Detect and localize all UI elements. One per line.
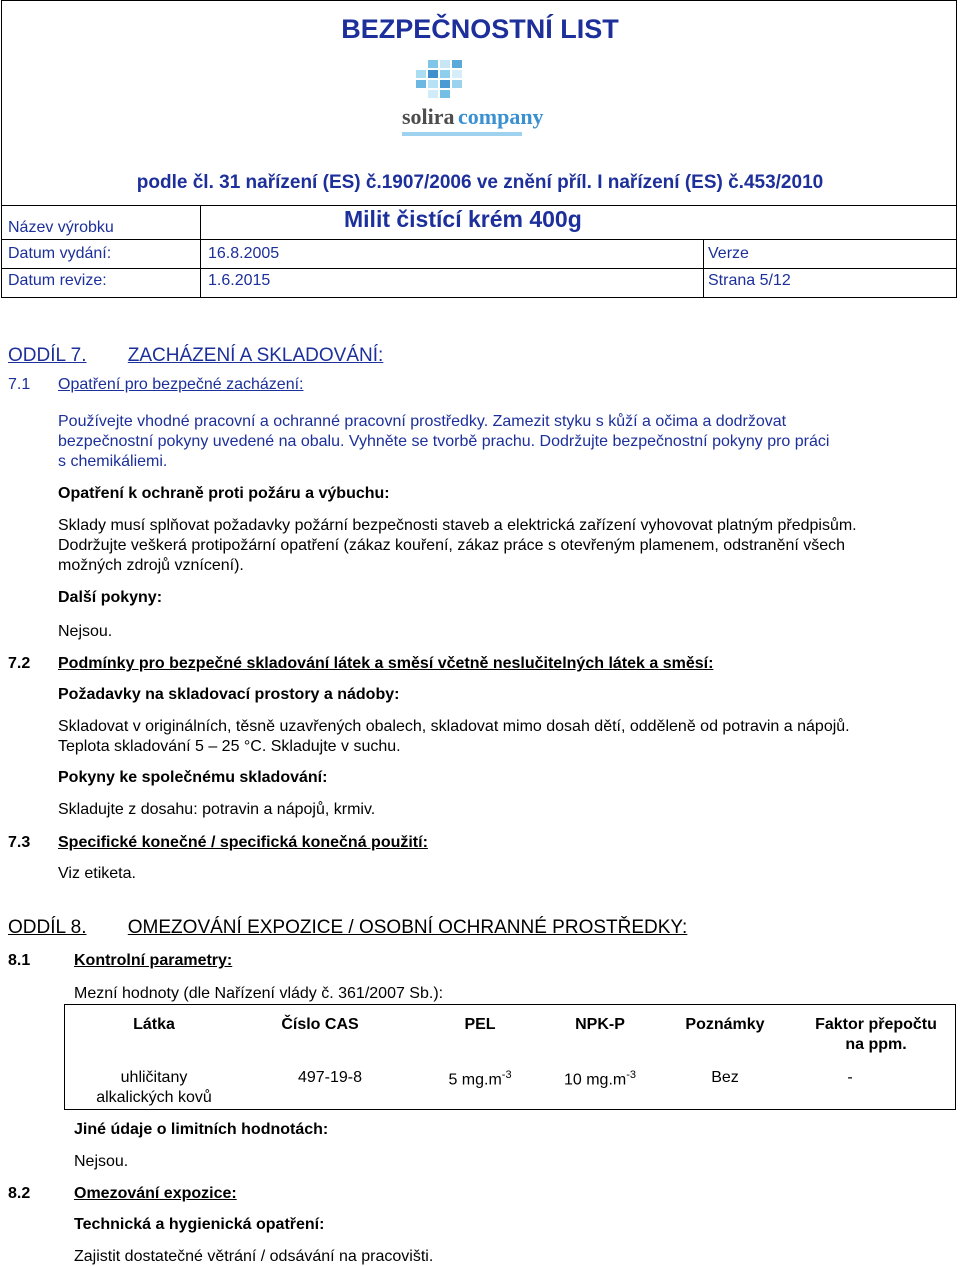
section-7-number: ODDÍL 7. bbox=[8, 345, 87, 366]
subsection-7-1-number: 7.1 bbox=[8, 376, 31, 393]
technical-measures-title: Technická a hygienická opatření: bbox=[74, 1216, 325, 1233]
revision-date-label: Datum revize: bbox=[8, 272, 107, 289]
company-logo bbox=[400, 58, 544, 150]
paragraph-line: Používejte vhodné pracovní a ochranné pracovní prostředky. Zamezit styku s kůží a očima a dodržovat bbox=[58, 413, 787, 430]
paragraph-line: Teplota skladování 5 – 25 °C. Skladujte v suchu. bbox=[58, 738, 401, 755]
header-column-line bbox=[200, 205, 201, 298]
version-label: Verze bbox=[708, 245, 749, 262]
table-header: PEL bbox=[464, 1016, 496, 1033]
storage-requirements-title: Požadavky na skladovací prostory a nádoby: bbox=[58, 686, 400, 703]
page-number: Strana 5/12 bbox=[708, 272, 791, 289]
table-cell-npk: 10 $mg.m^{-3}$ bbox=[563, 1069, 637, 1089]
other-limits-text: Nejsou. bbox=[74, 1153, 129, 1170]
product-label: Název výrobku bbox=[8, 219, 114, 236]
paragraph-line: Sklady musí splňovat požadavky požární bezpečnosti staveb a elektrická zařízení vyhovovat platným předpisům. bbox=[58, 517, 857, 534]
other-limits-title: Jiné údaje o limitních hodnotách: bbox=[74, 1121, 329, 1138]
common-storage-text: Skladujte z dosahu: potravin a nápojů, krmiv. bbox=[58, 801, 376, 818]
subsection-7-3-title: Specifické konečné / specifická konečná použití: bbox=[58, 834, 428, 851]
table-cell-note: Bez bbox=[711, 1069, 739, 1086]
table-cell-factor: - bbox=[847, 1069, 853, 1086]
table-cell-cas: 497-19-8 bbox=[297, 1069, 363, 1086]
paragraph-line: Dodržujte veškerá protipožární opatření (zákaz kouření, zákaz práce s otevřeným plamenem, odstranění všech bbox=[58, 537, 846, 554]
subsection-8-2-title: Omezování expozice: bbox=[74, 1185, 237, 1202]
section-8-number: ODDÍL 8. bbox=[8, 917, 87, 938]
limits-title: Mezní hodnoty (dle Nařízení vlády č. 361/2007 Sb.): bbox=[74, 985, 444, 1002]
table-cell-substance: uhličitany bbox=[120, 1069, 188, 1086]
table-header: Látka bbox=[133, 1016, 175, 1033]
subsection-7-1-title: Opatření pro bezpečné zacházení: bbox=[58, 376, 304, 393]
other-instructions-title: Další pokyny: bbox=[58, 589, 163, 606]
paragraph-line: Skladovat v originálních, těsně uzavřených obalech, skladovat mimo dosah dětí, odděleně od potravin a nápojů. bbox=[58, 718, 850, 735]
section-7-heading bbox=[8, 345, 383, 367]
issue-date: 16.8.2005 bbox=[208, 245, 280, 262]
document-title: BEZPEČNOSTNÍ LIST bbox=[341, 14, 619, 44]
svg-text:company: company bbox=[458, 104, 544, 129]
section-8-title: OMEZOVÁNÍ EXPOZICE / OSOBNÍ OCHRANNÉ PROSTŘEDKY: bbox=[127, 917, 688, 938]
fire-protection-title: Opatření k ochraně proti požáru a výbuchu: bbox=[58, 485, 390, 502]
subsection-7-3-number: 7.3 bbox=[8, 834, 31, 851]
table-cell-pel: 5 $mg.m^{-3}$ bbox=[448, 1069, 512, 1089]
paragraph-line: bezpečnostní pokyny uvedené na obalu. Vyhněte se tvorbě prachu. Dodržujte bezpečnostní pokyny pro práci bbox=[58, 433, 830, 450]
product-name: Milit čistící krém 400g bbox=[344, 206, 582, 232]
common-storage-title: Pokyny ke společnému skladování: bbox=[58, 769, 328, 786]
issue-date-label: Datum vydání: bbox=[8, 245, 112, 262]
subsection-7-2-number: 7.2 bbox=[8, 655, 31, 672]
table-cell-substance: alkalických kovů bbox=[96, 1089, 212, 1106]
paragraph-line: s chemikáliemi. bbox=[58, 453, 168, 470]
technical-measures-text: Zajistit dostatečné větrání / odsávání na pracovišti. bbox=[74, 1248, 434, 1265]
revision-date: 1.6.2015 bbox=[208, 272, 271, 289]
subsection-8-1-title: Kontrolní parametry: bbox=[74, 952, 233, 969]
subsection-8-2-number: 8.2 bbox=[8, 1185, 31, 1202]
table-header: Faktor přepočtu bbox=[815, 1016, 937, 1033]
paragraph-line: možných zdrojů vznícení). bbox=[58, 557, 244, 574]
header-divider bbox=[1, 239, 957, 240]
table-header: NPK-P bbox=[575, 1016, 625, 1033]
header-divider bbox=[1, 268, 957, 269]
subsection-7-3-text: Viz etiketa. bbox=[58, 865, 136, 882]
table-header: Poznámky bbox=[685, 1016, 765, 1033]
section-8-heading bbox=[8, 917, 687, 939]
table-header: na ppm. bbox=[845, 1036, 907, 1053]
header-column-line bbox=[703, 239, 704, 298]
svg-text:solira: solira bbox=[402, 104, 455, 129]
section-7-title: ZACHÁZENÍ A SKLADOVÁNÍ: bbox=[127, 345, 384, 366]
logo-mosaic-icon bbox=[416, 60, 462, 98]
other-instructions-text: Nejsou. bbox=[58, 623, 113, 640]
subsection-7-2-title: Podmínky pro bezpečné skladování látek a směsí včetně neslučitelných látek a směsí: bbox=[58, 655, 714, 672]
subsection-8-1-number: 8.1 bbox=[8, 952, 31, 969]
table-header: Číslo CAS bbox=[281, 1016, 359, 1033]
regulation-text: podle čl. 31 nařízení (ES) č.1907/2006 ve znění příl. I nařízení (ES) č.453/2010 bbox=[136, 172, 824, 193]
